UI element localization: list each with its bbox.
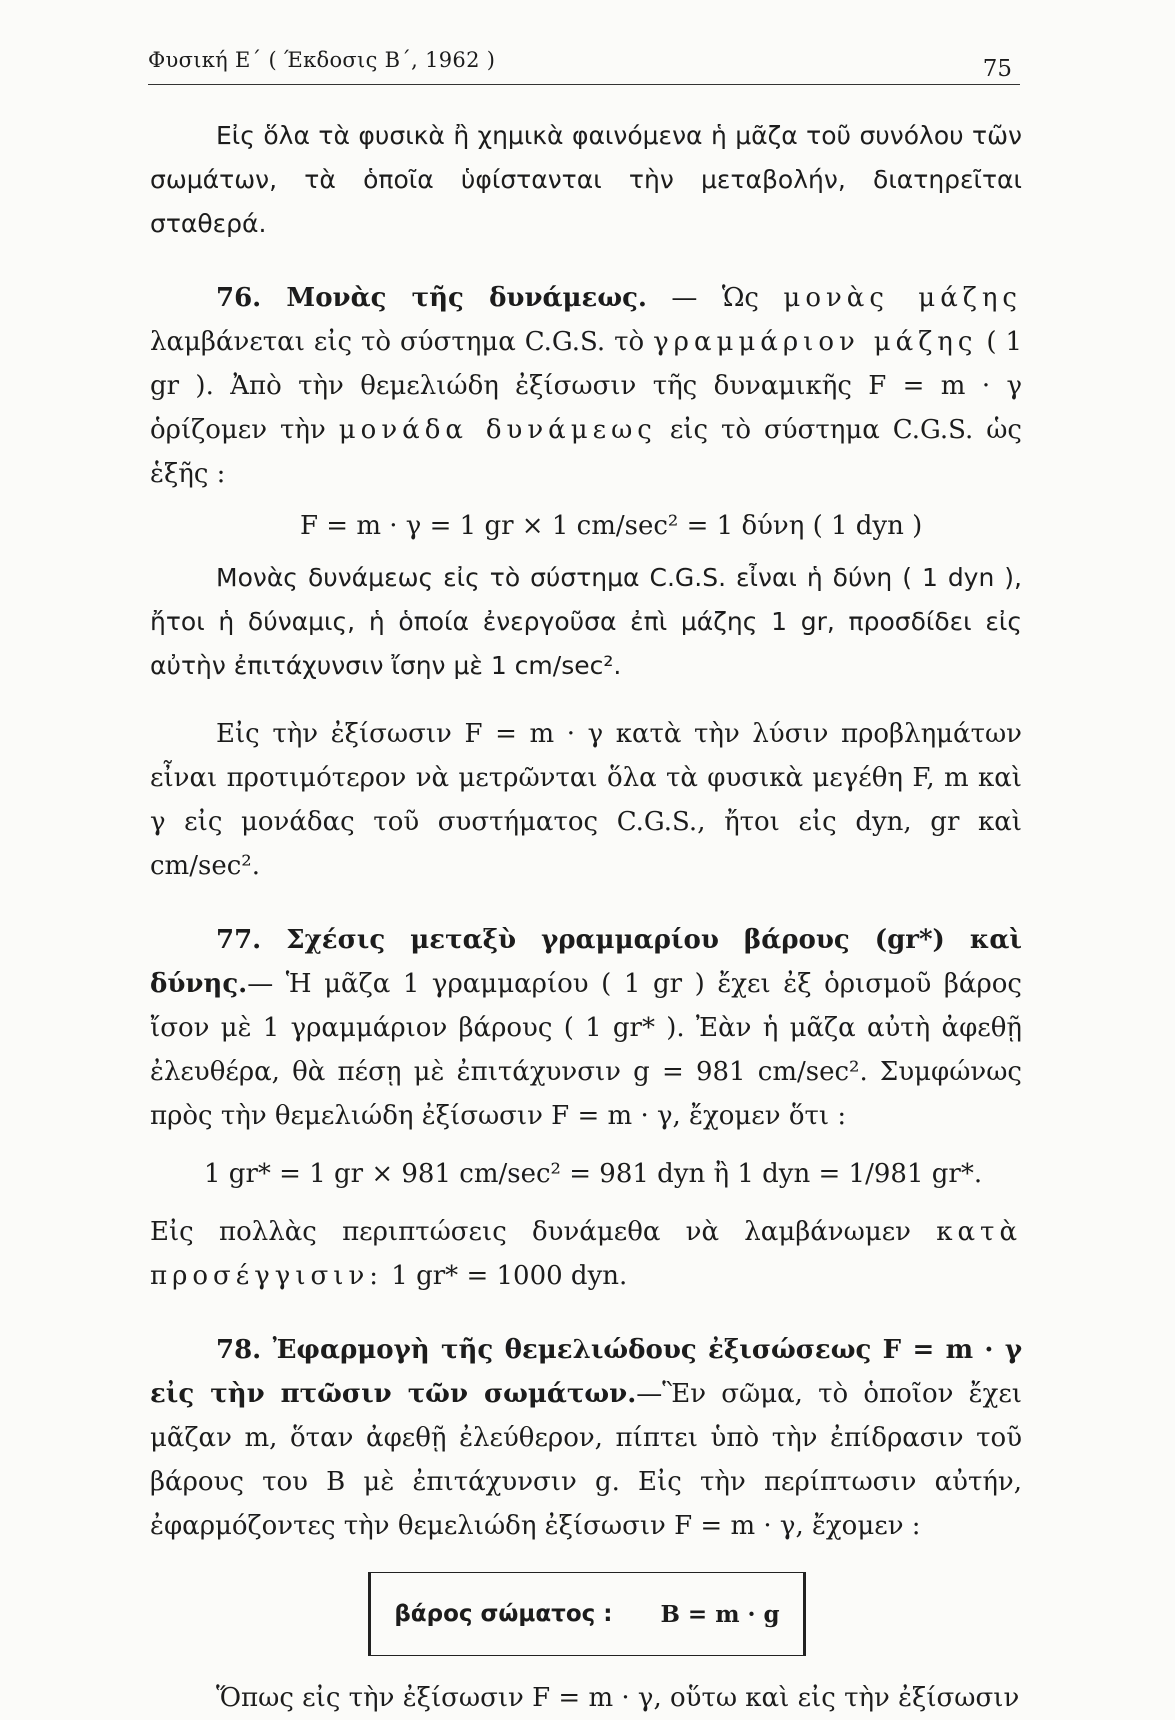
- page-number: 75: [982, 56, 1012, 82]
- spaced-term: μονάδα δυνάμεως: [338, 415, 657, 445]
- text-run: λαμβάνεται εἰς τὸ σύστημα C.G.S. τὸ: [150, 327, 654, 357]
- equation-gram-weight: 1 gr* = 1 gr × 981 cm/sec² = 981 dyn ἢ 1 dyn = 1/981 gr*.: [204, 1159, 983, 1189]
- running-title: Φυσική Ε΄ ( Έκδοσις Β΄, 1962 ): [148, 48, 496, 72]
- section-77-title: 77. Σχέσις μεταξὺ γραμμαρίου βάρους (gr*) καὶ δύνης.: [150, 925, 1022, 999]
- box-label: βάρος σώματος :: [394, 1601, 613, 1627]
- section-78-title: 78. Ἐφαρμογὴ τῆς θεμελιώδους ἐξισώσεως F = m · γ εἰς τὴν πτῶσιν τῶν σωμάτων.: [150, 1335, 1022, 1409]
- spaced-term: κατὰ προσέγγισιν:: [150, 1217, 1022, 1291]
- text-run: —Ἓν σῶμα, τὸ ὁποῖον ἔχει μᾶζαν m, ὅταν ἀφεθῇ ἐλεύθερον, πίπτει ὑπὸ τὴν ἐπίδρασιν τοῦ βάρους του B μὲ ἐπιτάχυνσιν g. Εἰς τὴν περίπτωσιν αὐτήν, ἐφαρμόζοντες τὴν θεμελιώδη ἐξίσωσιν F = m · γ, ἔχομεν :: [150, 1379, 1023, 1541]
- text-run: Εἰς πολλὰς περιπτώσεις δυνάμεθα νὰ λαμβάνωμεν: [150, 1217, 937, 1247]
- page-header: [148, 44, 1020, 85]
- text-run: ( 1 gr ). Ἀπὸ τὴν θεμελιώδη ἐξίσωσιν τῆς δυναμικῆς F = m · γ ὁρίζομεν τὴν: [150, 327, 1023, 445]
- text-run: — Ἡ μᾶζα 1 γραμμαρίου ( 1 gr ) ἔχει ἐξ ὁρισμοῦ βάρος ἴσον μὲ 1 γραμμάριον βάρους ( 1 gr* ). Ἐὰν ἡ μᾶζα αὐτὴ ἀφεθῇ ἐλευθέρα, θὰ πέσῃ μὲ ἐπιτάχυνσιν g = 981 cm/sec². Συμφώνως πρὸς τὴν θεμελιώδη ἐξίσωσιν F = m · γ, ἔχομεν ὅτι :: [150, 969, 1022, 1131]
- weight-formula-box: [368, 1572, 806, 1656]
- text-run: 1 gr* = 1000 dyn.: [383, 1261, 628, 1291]
- spaced-term: μονὰς μάζης: [783, 283, 1022, 313]
- intro-paragraph: Εἰς ὅλα τὰ φυσικὰ ἢ χημικὰ φαινόμενα ἡ μᾶζα τοῦ συνόλου τῶν σωμάτων, τὰ ὁποῖα ὑφίστανται τὴν μεταβολήν, διατηρεῖται σταθερά.: [150, 121, 1022, 238]
- equation-force-unit: F = m · γ = 1 gr × 1 cm/sec² = 1 δύνη ( 1 dyn ): [300, 511, 923, 541]
- section-77-paragraph: [150, 918, 1022, 1138]
- formula-box-wrapper: [150, 1572, 1022, 1662]
- spaced-term: γραμμάριον μάζης: [653, 327, 978, 357]
- dyne-definition-paragraph: Μονὰς δυνάμεως εἰς τὸ σύστημα C.G.S. εἶναι ἡ δύνη ( 1 dyn ), ἤτοι ἡ δύναμις, ἡ ὁποία ἐνεργοῦσα ἐπὶ μάζης 1 gr, προσδίδει εἰς αὐτὴν ἐπιτάχυνσιν ἴσην μὲ 1 cm/sec².: [150, 563, 1022, 680]
- closing-line: Ὅπως εἰς τὴν ἐξίσωσιν F = m · γ, οὕτω καὶ εἰς τὴν ἐξίσωσιν: [216, 1683, 1020, 1713]
- text-run: — Ὡς: [646, 283, 784, 313]
- section-76-title: 76. Μονὰς τῆς δυνάμεως.: [216, 283, 647, 313]
- units-paragraph: Εἰς τὴν ἐξίσωσιν F = m · γ κατὰ τὴν λύσιν προβλημάτων εἶναι προτιμότερον νὰ μετρῶνται ὅλα τὰ φυσικὰ μεγέθη F, m καὶ γ εἰς μονάδας τοῦ συστήματος C.G.S., ἤτοι εἰς dyn, gr καὶ cm/sec².: [150, 719, 1022, 881]
- text-run: εἰς τὸ σύστημα C.G.S. ὡς ἑξῆς :: [150, 415, 1022, 489]
- section-78-paragraph: [150, 1328, 1022, 1548]
- page-body: [150, 114, 1022, 1720]
- box-formula: B = m · g: [660, 1600, 780, 1628]
- approximation-paragraph: [150, 1210, 1022, 1298]
- section-76-paragraph: [150, 276, 1022, 496]
